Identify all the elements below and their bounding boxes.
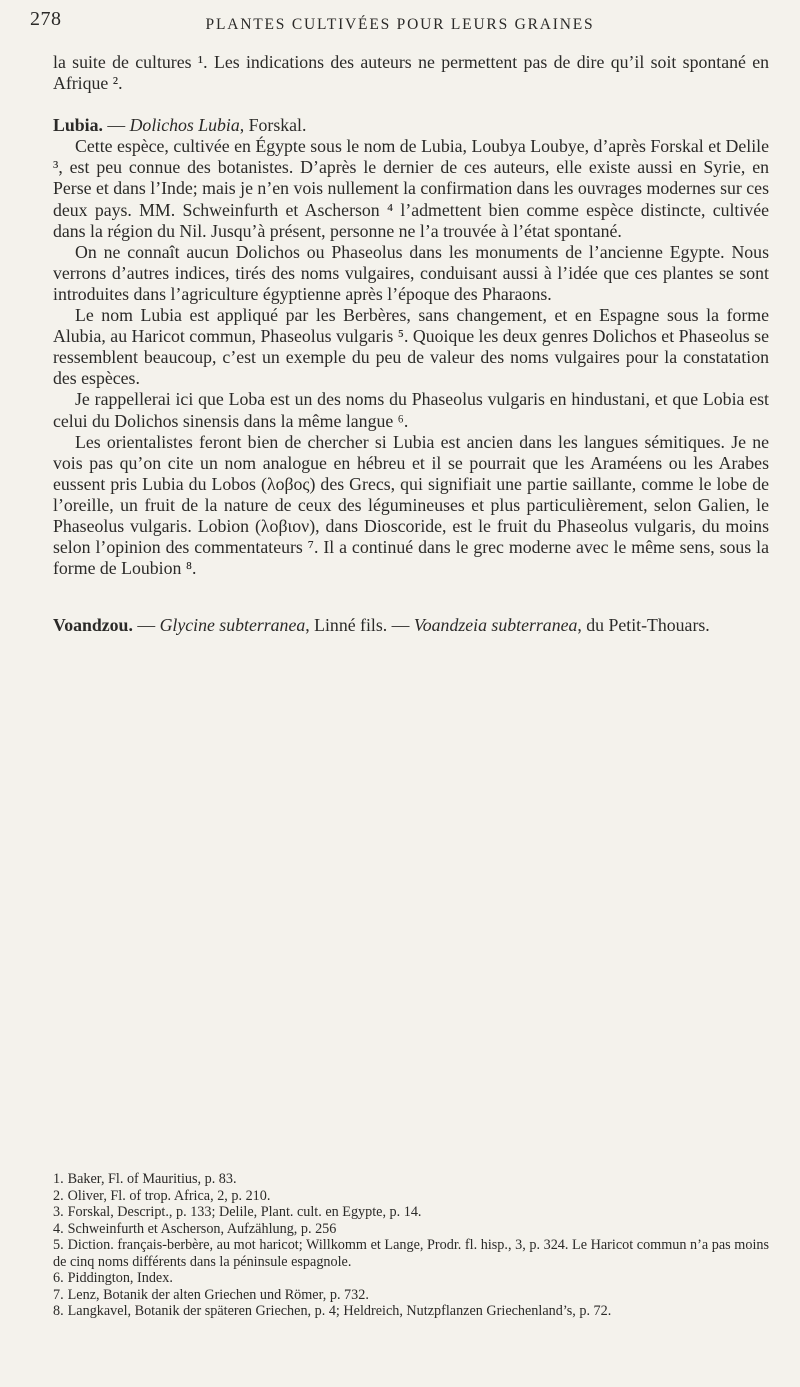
footnote-text: Langkavel, Botanik der späteren Griechen, p. 4; Heldreich, Nutzpflanzen Griechenland’s, p. 72. xyxy=(67,1303,612,1319)
scientific-name: Glycine subterranea xyxy=(159,615,306,636)
footnote xyxy=(53,1204,769,1221)
footnote-number: 5. xyxy=(53,1237,64,1253)
entry-heading-lubia xyxy=(53,115,769,136)
paragraph: On ne connaît aucun Dolichos ou Phaseolus dans les monuments de l’ancienne Egypte. Nous verrons d’autres indices, tirés des noms vulgaires, conduisant aussi à l’idée que ces plantes se sont introduites dans l’agriculture égyptienne après l’époque des Pharaons. xyxy=(53,241,769,304)
footnotes xyxy=(53,1171,769,1320)
page-header xyxy=(30,8,770,42)
footnote xyxy=(53,1221,769,1238)
footnote-text: Piddington, Index. xyxy=(67,1270,173,1286)
footnote-number: 4. xyxy=(53,1220,64,1237)
footnote-number: 6. xyxy=(53,1270,64,1286)
entry-separator: — xyxy=(132,615,160,636)
authority: , Forskal. xyxy=(239,115,307,136)
footnote-text: Lenz, Botanik der alten Griechen und Römer, p. 732. xyxy=(67,1286,369,1303)
scientific-name: Dolichos Lubia xyxy=(129,115,240,136)
footnote-text: Baker, Fl. of Mauritius, p. 83. xyxy=(67,1171,237,1187)
footnote-number: 8. xyxy=(53,1303,64,1319)
entry-name: Lubia. xyxy=(53,115,103,136)
footnote-text: Schweinfurth et Ascherson, Aufzählung, p. 256 xyxy=(67,1220,337,1237)
entry-separator: — xyxy=(102,115,130,136)
running-head: PLANTES CULTIVÉES POUR LEURS GRAINES xyxy=(205,16,595,33)
page-number: 278 xyxy=(30,8,62,30)
footnote-text: Forskal, Descript., p. 133; Delile, Plant. cult. en Egypte, p. 14. xyxy=(67,1204,422,1220)
entry-name: Voandzou. xyxy=(53,615,133,636)
footnote-number: 2. xyxy=(53,1187,64,1204)
footnote-number: 7. xyxy=(53,1286,64,1303)
main-text xyxy=(53,52,769,636)
footnote xyxy=(53,1237,769,1270)
entry-heading-voandzou xyxy=(53,615,769,636)
authority: , Linné fils. — xyxy=(305,615,414,636)
footnote xyxy=(53,1171,769,1188)
footnote xyxy=(53,1188,769,1205)
paragraph: Les orientalistes feront bien de chercher si Lubia est ancien dans les langues sémitiques. Je ne vois pas qu’on cite un nom analogue en hébreu et il se pourrait que les Araméens ou les Arabes eussent pris Lubia du Lobos (λοβος) des Grecs, qui signifiait une partie saillante, comme le lobe de l’oreille, un fruit de la nature de ceux des légumineuses et plus particulièrement, selon Galien, le Phaseolus vulgaris. Lobion (λοβιον), dans Dioscoride, est le fruit du Phaseolus vulgaris, du moins selon l’opinion des commentateurs ⁷. Il a continué dans le grec moderne avec le même sens, sous la forme de Loubion ⁸. xyxy=(53,431,769,579)
paragraph: Cette espèce, cultivée en Égypte sous le nom de Lubia, Loubya Loubye, d’après Forskal et Delile ³, est peu connue des botanistes. D’après le dernier de ces auteurs, elle existe aussi en Syrie, en Perse et dans l’Inde; mais je n’en vois nullement la confirmation dans les ouvrages modernes sur ces deux pays. MM. Schweinfurth et Ascherson ⁴ l’admettent bien comme espèce distincte, cultivée dans la région du Nil. Jusqu’à présent, personne ne l’a trouvée à l’état spontané. xyxy=(53,136,769,241)
paragraph: Le nom Lubia est appliqué par les Berbères, sans changement, et en Espagne sous la forme Alubia, au Haricot commun, Phaseolus vulgaris ⁵. Quoique les deux genres Dolichos et Phaseolus se ressemblent beaucoup, c’est un exemple du peu de valeur des noms vulgaires pour la constatation des espèces. xyxy=(53,305,769,389)
paragraph-continuation: la suite de cultures ¹. Les indications des auteurs ne permettent pas de dire qu’il soit spontané en Afrique ². xyxy=(53,52,769,94)
footnote-number: 3. xyxy=(53,1204,64,1220)
footnote-text: Oliver, Fl. of trop. Africa, 2, p. 210. xyxy=(67,1187,271,1204)
scientific-name-synonym: Voandzeia subterranea xyxy=(413,615,578,636)
footnote-text: Diction. français-berbère, au mot haricot; Willkomm et Lange, Prodr. fl. hisp., 3, p. 324. Le Haricot commun n’a pas moins de cinq noms différents dans la péninsule espagnole. xyxy=(53,1237,769,1270)
authority-tail: , du Petit-Thouars. xyxy=(577,615,710,636)
footnote xyxy=(53,1270,769,1287)
paragraph: Je rappellerai ici que Loba est un des noms du Phaseolus vulgaris en hindustani, et que Lobia est celui du Dolichos sinensis dans la même langue ⁶. xyxy=(53,389,769,431)
footnote-number: 1. xyxy=(53,1171,64,1187)
footnote xyxy=(53,1303,769,1320)
footnote xyxy=(53,1287,769,1304)
